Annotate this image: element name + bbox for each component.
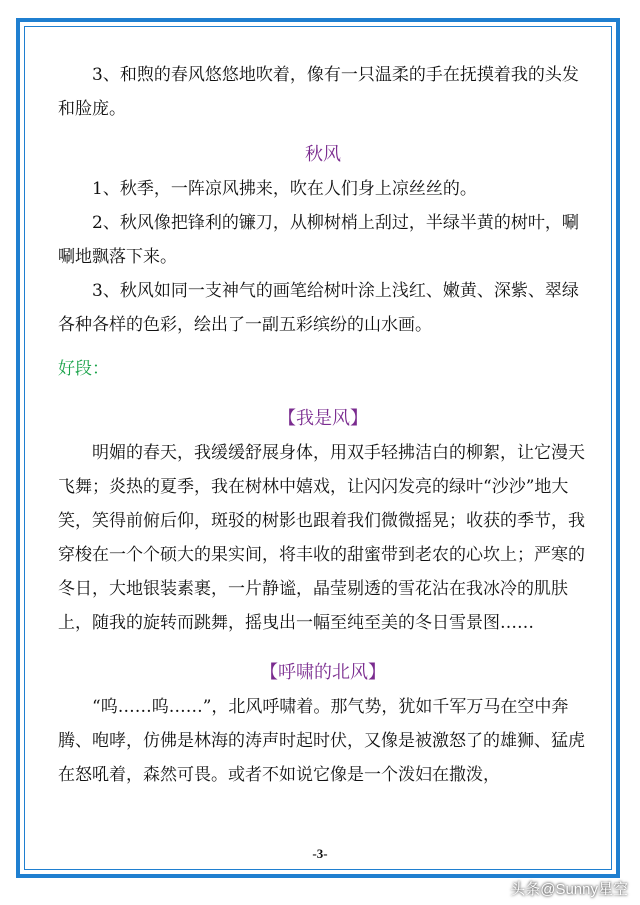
autumn-title: 秋风 — [305, 144, 341, 165]
autumn-line-3: 3、秋风如同一支神气的画笔给树叶涂上浅红、嫩黄、深紫、翠绿各种各样的色彩，绘出了一副五彩缤纷的山水画。 — [58, 281, 579, 335]
section-text-north-wind: “呜……呜……”，北风呼啸着。那气势，犹如千军万马在空中奔腾、咆哮，仿佛是林海的涛声时起时伏，又像是被激怒了的雄狮、猛虎在怒吼着，森然可畏。或者不如说它像是一个泼妇在撒泼， — [58, 697, 585, 785]
section-title-north-wind: 【呼啸的北风】 — [260, 662, 386, 683]
page-number: -3- — [312, 846, 328, 861]
good-paragraphs-heading: 好段： — [58, 359, 109, 379]
autumn-line-1: 1、秋季，一阵凉风拂来，吹在人们身上凉丝丝的。 — [92, 179, 477, 199]
autumn-line-2: 2、秋风像把锋利的镰刀，从柳树梢上刮过，半绿半黄的树叶，唰唰地飘落下来。 — [58, 213, 579, 267]
watermark-text: 头条@Sunny星空 — [510, 881, 628, 898]
section-title-i-am-wind: 【我是风】 — [278, 408, 368, 429]
section-text-i-am-wind: 明媚的春天，我缓缓舒展身体，用双手轻拂洁白的柳絮，让它漫天飞舞；炎热的夏季，我在树林中嬉戏，让闪闪发亮的绿叶“沙沙”地大笑，笑得前俯后仰，斑驳的树影也跟着我们微微摇晃；收获的季节，我穿梭在一个个硕大的果实间，将丰收的甜蜜带到老农的心坎上；严寒的冬日，大地银装素裹，一片静谧，晶莹剔透的雪花沾在我冰冷的肌肤上，随我的旋转而跳舞，摇曳出一幅至纯至美的冬日雪景图…… — [58, 443, 585, 633]
document-body — [58, 58, 588, 792]
paragraph-spring-3: 3、和煦的春风悠悠地吹着，像有一只温柔的手在抚摸着我的头发和脸庞。 — [58, 65, 579, 119]
